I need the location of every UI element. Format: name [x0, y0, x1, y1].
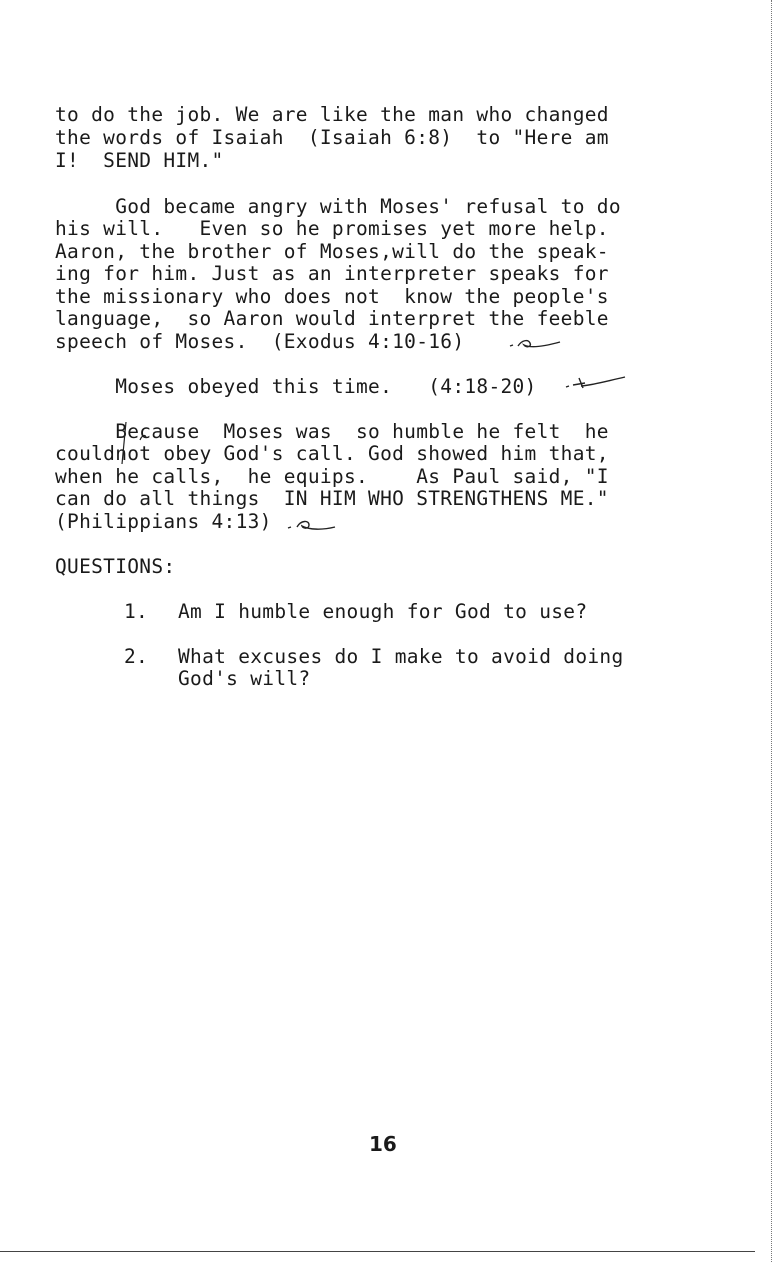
text-line: language, so Aaron would interpret the feeble [55, 307, 609, 330]
strikethrough-mark [108, 418, 148, 466]
text-line: (Philippians 4:13) [55, 510, 272, 533]
page-number: 16 [369, 1132, 397, 1156]
handwritten-mark [563, 375, 633, 393]
text-line: to do the job. We are like the man who changed [55, 103, 609, 126]
question-text: What excuses do I make to avoid doing [178, 645, 624, 668]
handwritten-mark [283, 515, 343, 535]
text-line: the missionary who does not know the people's [55, 285, 609, 308]
question-number: 1. [124, 600, 149, 623]
text-line: God became angry with Moses' refusal to do [55, 195, 621, 218]
text-line: can do all things IN HIM WHO STRENGTHENS ME." [55, 487, 609, 510]
text-line: Because Moses was so humble he felt he [55, 420, 609, 443]
question-text: God's will? [178, 667, 311, 690]
text-line: when he calls, he equips. As Paul said, "I [55, 465, 609, 488]
text-line: Aaron, the brother of Moses,will do the speak- [55, 240, 609, 263]
text-line: the words of Isaiah (Isaiah 6:8) to "Here am [55, 126, 609, 149]
questions-heading: QUESTIONS: [55, 555, 176, 578]
page-edge [770, 0, 772, 1262]
bottom-rule [0, 1251, 755, 1252]
text-line: couldnot obey God's call. God showed him that, [55, 442, 609, 465]
question-text: Am I humble enough for God to use? [178, 600, 588, 623]
text-line: I! SEND HIM." [55, 149, 224, 172]
text-line: Moses obeyed this time. (4:18-20) [55, 375, 537, 398]
text-line: his will. Even so he promises yet more help. [55, 217, 609, 240]
text-line: ing for him. Just as an interpreter speaks for [55, 262, 609, 285]
handwritten-mark [508, 334, 568, 352]
text-line: speech of Moses. (Exodus 4:10-16) [55, 330, 465, 353]
question-number: 2. [124, 645, 149, 668]
